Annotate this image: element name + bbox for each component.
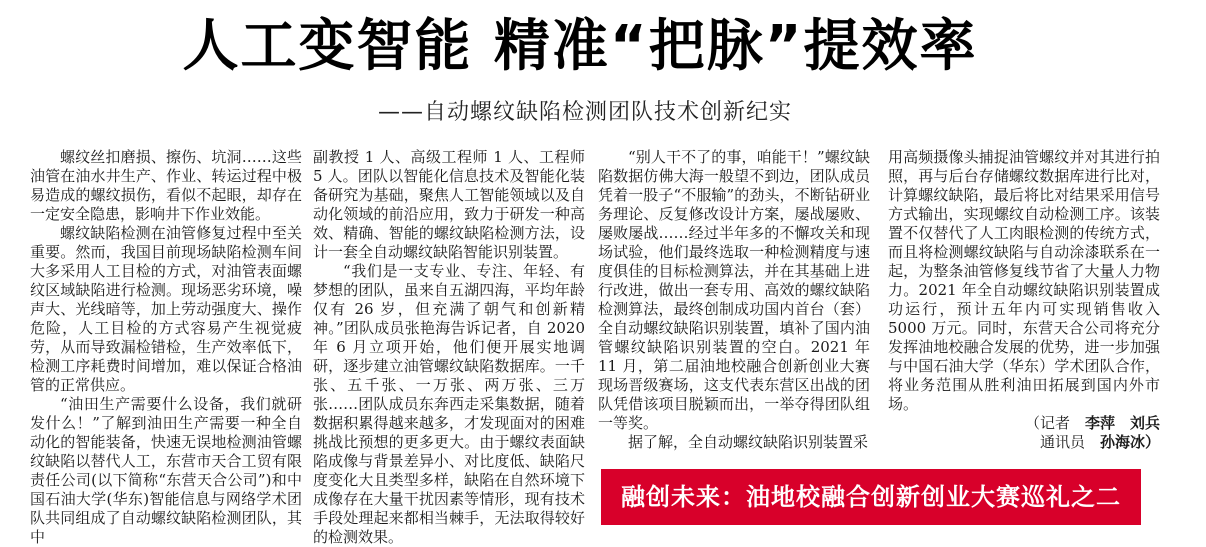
series-banner: 融创未来：油地校融合创新创业大赛巡礼之二	[601, 469, 1141, 525]
paragraph: 螺纹缺陷检测在油管修复过程中至关重要。然而，我国目前现场缺陷检测车间大多采用人工目检的方式，对油管表面螺纹区域缺陷进行检测。现场恶劣环境，噪声大、光线暗等，加上劳动强度大、操作危险，人工目检的方式容易产生视觉疲劳，从而导致漏检错检，生产效率低下，检测工序耗费时间增加，难以保证合格油管的正常供应。	[30, 224, 302, 394]
article-column-3	[598, 148, 870, 452]
subheadline: ——自动螺纹缺陷检测团队技术创新纪实	[378, 100, 793, 125]
paragraph: “油田生产需要什么设备，我们就研发什么！”了解到油田生产需要一种全自动化的智能装备，快速无误地检测油管螺纹缺陷以替代人工，东营市天合工贸有限责任公司(以下简称“东营天合公司”)和中国石油大学(华东)智能信息与网络学术团队共同组成了自动螺纹缺陷检测团队，其中	[30, 395, 302, 546]
paragraph: 螺纹丝扣磨损、擦伤、坑洞……这些油管在油水井生产、作业、转运过程中极易造成的螺纹损伤，看似不起眼，却存在一定安全隐患，影响井下作业效能。	[30, 148, 302, 223]
paragraph: 用高频摄像头捕捉油管螺纹并对其进行拍照，再与后台存储螺纹数据库进行比对，计算螺纹缺陷，最后将比对结果采用信号方式输出，实现螺纹自动检测工序。该装置不仅替代了人工肉眼检测的传统方式，而且将检测螺纹缺陷与自动涂漆联系在一起，为整条油管修复线节省了大量人力物力。2021 年全自动螺纹缺陷识别装置成功运行，预计五年内可实现销售收入 5000 万元。同时，东营天合公司将充分发挥油地校融合发展的优势，进一步加强与中国石油大学（华东）学术团队合作，将业务范围从胜利油田拓展到国内外市场。	[888, 148, 1160, 413]
paragraph: “我们是一支专业、专注、年轻、有梦想的团队，虽来自五湖四海，平均年龄仅有 26 岁，但充满了朝气和创新精神。”团队成员张艳海告诉记者，自 2020 年 6 月立项开始，他们便开展实地调研，逐步建立油管螺纹缺陷数据库。一千张、五千张、一万张、两万张、三万张……团队成员东奔西走采集数据，随着数据积累得越来越多，才发现面对的困难挑战比预想的更多更大。由于螺纹表面缺陷成像与背景差异小、对比度低、缺陷尺度变化大且类型多样，缺陷在自然环境下成像存在大量干扰因素等情形，现有技术手段处理起来都相当棘手，无法取得较好的检测效果。	[313, 262, 585, 546]
article-column-4	[888, 148, 1160, 452]
article-column-1	[30, 148, 302, 547]
correspondent-label: 通讯员	[1039, 433, 1085, 451]
byline	[888, 414, 1160, 452]
correspondent-name: 孙海冰）	[1099, 433, 1160, 451]
reporter-label: （记者	[1024, 414, 1070, 432]
reporter-names: 李萍 刘兵	[1084, 414, 1160, 432]
article-column-2	[313, 148, 585, 547]
headline: 人工变智能 精准“把脉”提效率	[182, 14, 978, 79]
paragraph: “别人干不了的事，咱能干！”螺纹缺陷数据仿佛大海一般望不到边，团队成员凭着一股子“不服输”的劲头，不断钻研业务理论、反复修改设计方案，屡战屡败、屡败屡战……经过半年多的不懈攻关和现场试验，他们最终选取一种检测精度与速度俱佳的目标检测算法，并在其基础上进行改进，做出一套专用、高效的螺纹缺陷检测算法，最终创制成功国内首台（套）全自动螺纹缺陷识别装置，填补了国内油管螺纹缺陷识别装置的空白。2021 年 11 月，第二届油地校融合创新创业大赛现场晋级赛场，这支代表东营区出战的团队凭借该项目脱颖而出，一举夺得团队组一等奖。	[598, 148, 870, 432]
paragraph: 副教授 1 人、高级工程师 1 人、工程师 5 人。团队以智能化信息技术及智能化装备研究为基础，聚焦人工智能领域以及自动化领域的前沿应用，致力于研发一种高效、精确、智能的螺纹缺陷检测方法，设计一套全自动螺纹缺陷智能识别装置。	[313, 148, 585, 261]
paragraph: 据了解，全自动螺纹缺陷识别装置采	[628, 433, 869, 451]
